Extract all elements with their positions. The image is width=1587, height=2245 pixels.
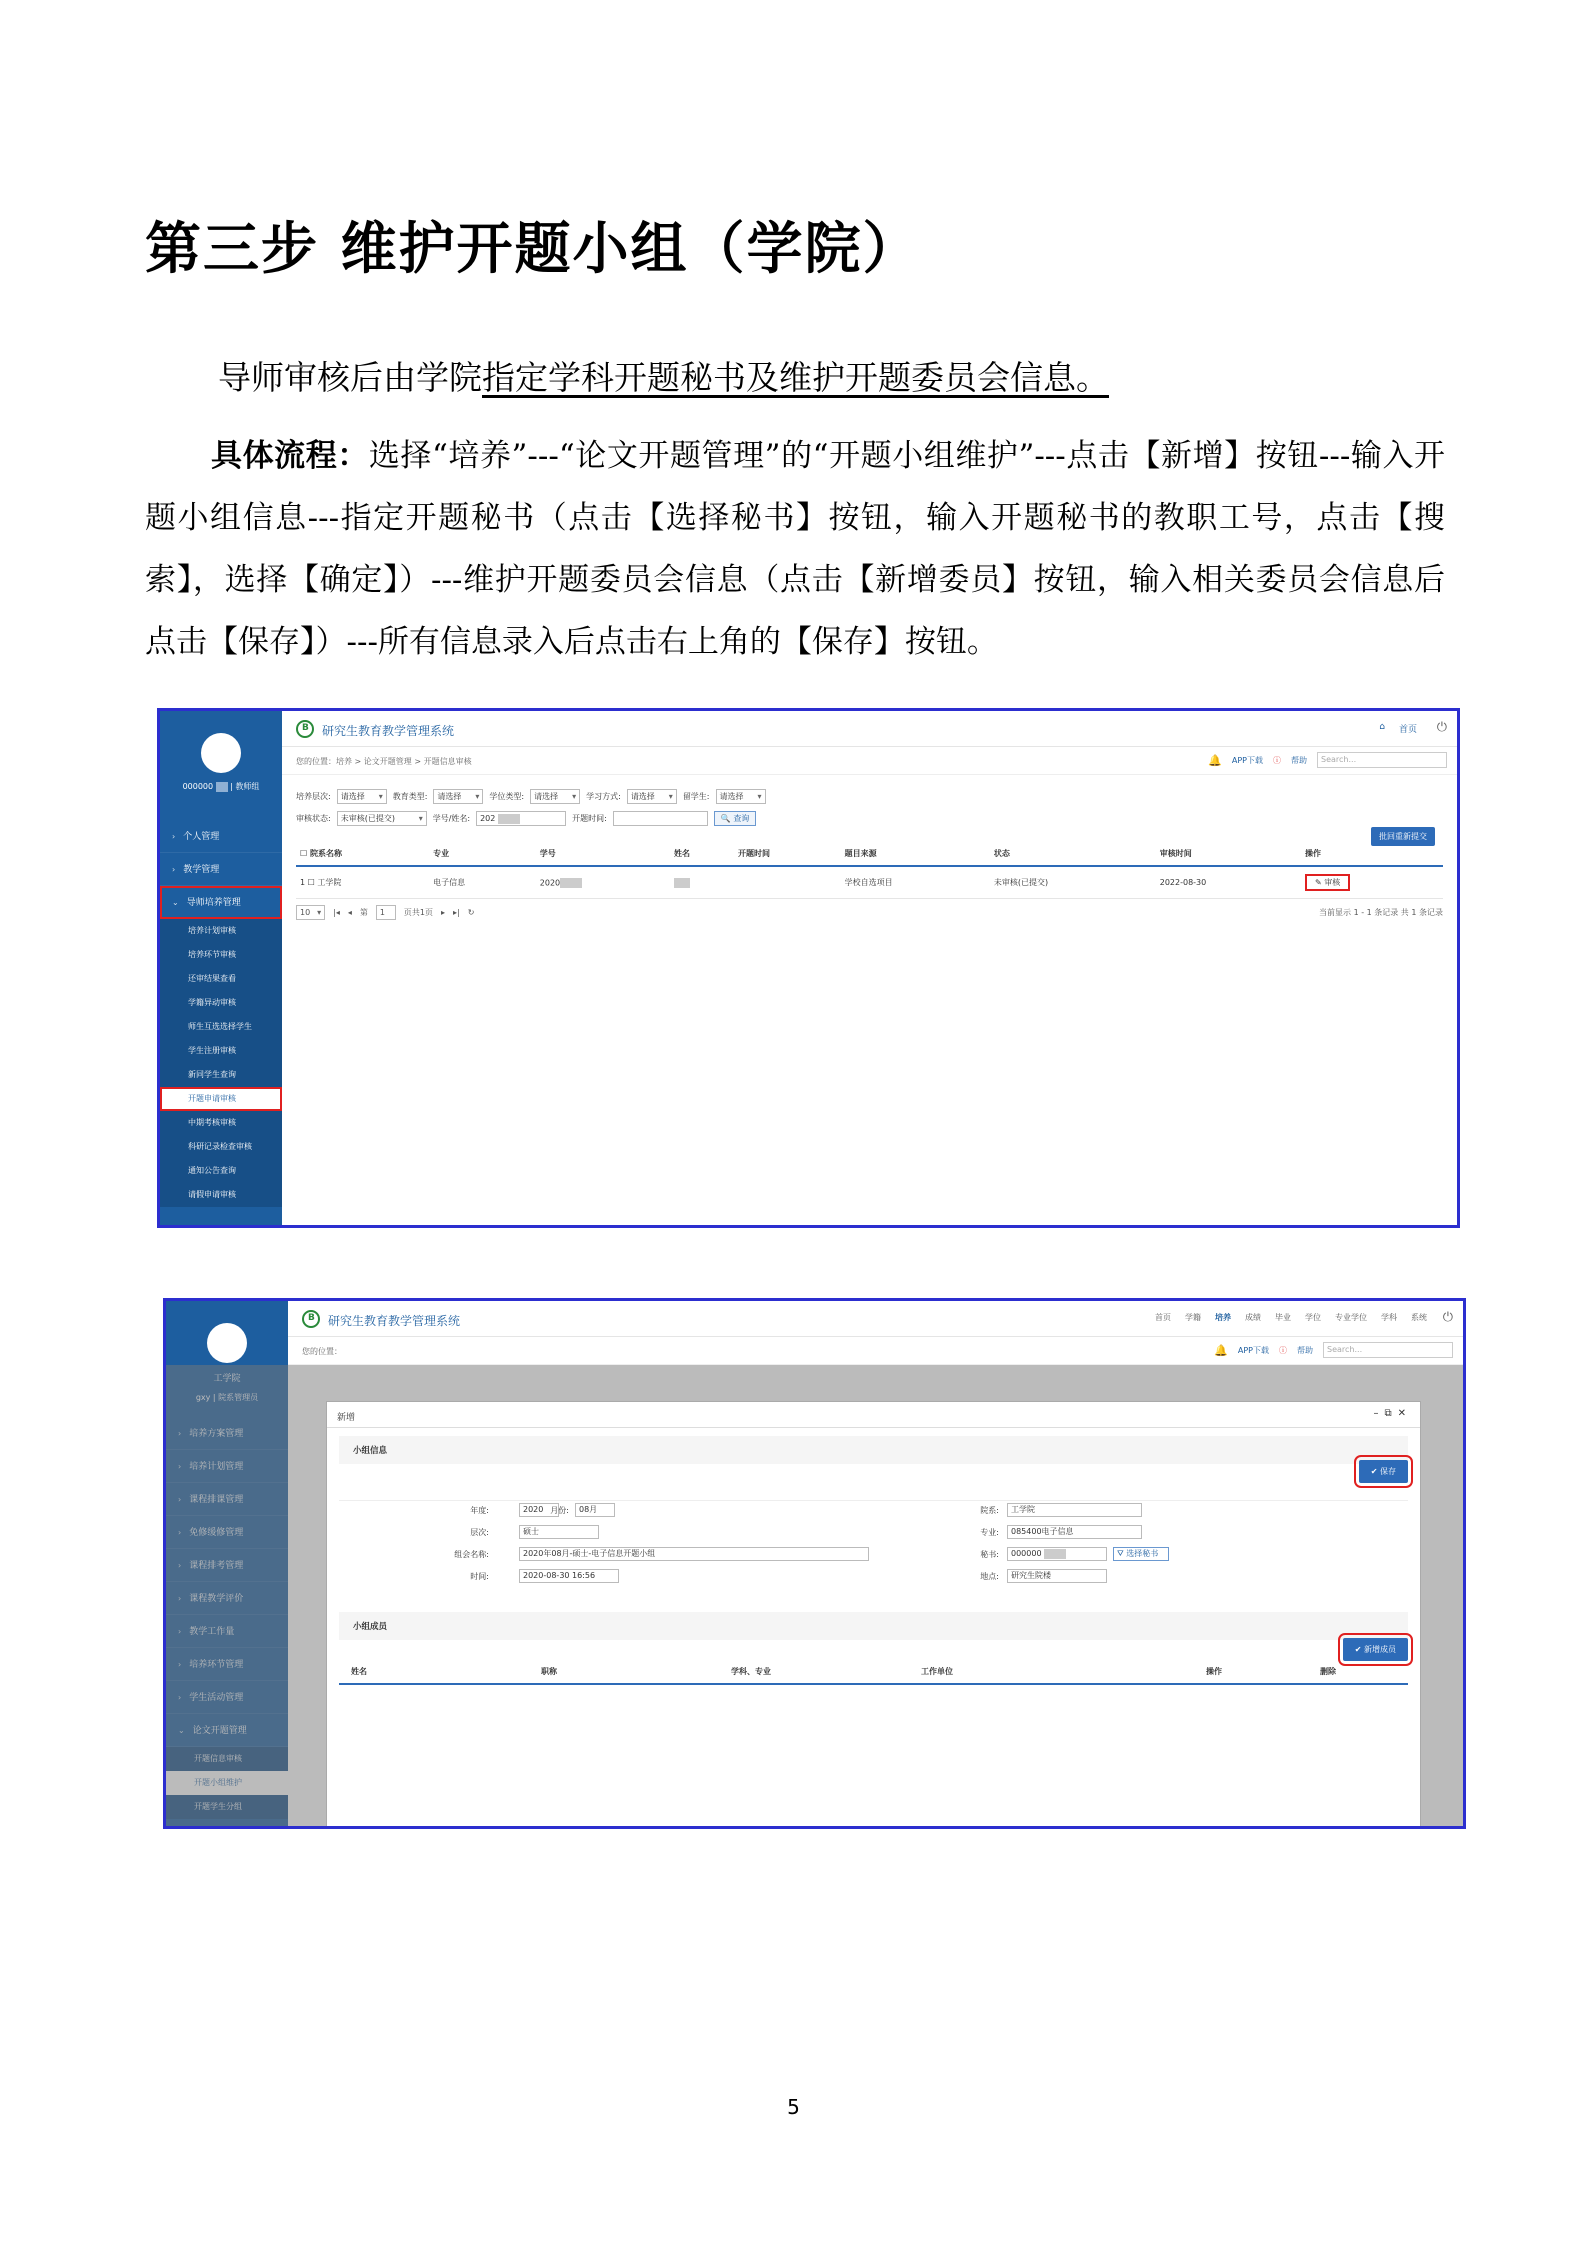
- batch-return-button[interactable]: 批回重新提交: [1371, 827, 1435, 846]
- prev-page-icon[interactable]: ◂: [347, 908, 352, 917]
- major-label: 专业:: [980, 1528, 999, 1537]
- time-label: 开题时间:: [572, 814, 607, 823]
- search-icon: 🔍: [720, 814, 731, 823]
- filter-select[interactable]: 请选择 ▾: [530, 789, 580, 804]
- screenshot-review-list: [157, 708, 1460, 1228]
- sidebar-item-advisor-training[interactable]: [160, 886, 282, 919]
- col-name: 姓名: [670, 842, 734, 866]
- secretary-value: 000000: [1011, 1549, 1042, 1558]
- review-label: 审核: [1324, 878, 1341, 887]
- row-sid: 2020: [539, 878, 561, 887]
- breadcrumb: 您的位置：培养 > 论文开题管理 > 开题信息审核: [296, 757, 472, 766]
- filter-label: 留学生:: [682, 792, 710, 801]
- members-section-label: 小组成员: [339, 1612, 1408, 1640]
- avatar: [207, 1323, 247, 1363]
- pager-summary: 当前显示 1 - 1 条记录 共 1 条记录: [1319, 908, 1443, 917]
- topnav-item[interactable]: 学位: [1305, 1313, 1321, 1322]
- filter-label: 学习方式:: [586, 792, 621, 801]
- group-section-label: 小组信息: [339, 1436, 1408, 1464]
- chevron-right-icon: ›: [172, 865, 176, 874]
- filter-label: 学位类型:: [489, 792, 525, 801]
- col-discipline: 学科、专业: [731, 1667, 771, 1676]
- search-input[interactable]: Search...: [1323, 1342, 1453, 1358]
- check-icon: ✔: [1354, 1645, 1362, 1654]
- app-download-link[interactable]: APP下载: [1231, 755, 1263, 765]
- filter-select[interactable]: 请选择 ▾: [716, 789, 766, 804]
- submenu-item[interactable]: 科研记录检查审核: [188, 1142, 252, 1151]
- filter-select[interactable]: 请选择 ▾: [433, 789, 483, 804]
- filter-select[interactable]: 请选择 ▾: [337, 789, 387, 804]
- time-label: 时间:: [470, 1572, 489, 1581]
- members-header: [339, 1660, 1408, 1685]
- sidebar-item-teaching[interactable]: [160, 853, 282, 886]
- cell-major: 电子信息: [429, 866, 536, 899]
- secretary-input[interactable]: [1007, 1547, 1107, 1561]
- cell-source: 学校自选项目: [841, 866, 990, 899]
- edit-icon: ✎: [1314, 878, 1322, 887]
- select-secretary-button[interactable]: [1113, 1547, 1169, 1561]
- page-prefix: 第: [359, 908, 368, 917]
- group-name-input[interactable]: 2020年08月-硕士-电子信息开题小组: [519, 1547, 869, 1561]
- col-action: 操作: [1301, 842, 1443, 866]
- submenu-item[interactable]: 请假申请审核: [188, 1190, 236, 1199]
- id-input[interactable]: [476, 811, 566, 826]
- check-icon: ✔: [1370, 1467, 1378, 1476]
- cell-name: [670, 866, 734, 899]
- month-select[interactable]: 08月: [575, 1503, 615, 1517]
- col-status: 状态: [990, 842, 1156, 866]
- pager: [296, 905, 1443, 920]
- year-input[interactable]: 2020: [519, 1503, 559, 1517]
- submenu-item-proposal-review[interactable]: 开题申请审核: [160, 1087, 282, 1111]
- intro-underlined: 指定学科开题秘书及维护开题委员会信息。: [482, 358, 1109, 397]
- topnav-item[interactable]: 学科: [1381, 1313, 1397, 1322]
- modal-title: 新增: [337, 1413, 356, 1423]
- blurred-value: [498, 814, 520, 824]
- filter-panel: [282, 775, 1457, 826]
- filter-row-1: [296, 789, 1443, 804]
- cell-time: [734, 866, 841, 899]
- cell-sid: [536, 866, 670, 899]
- results-table: [296, 842, 1443, 899]
- user-info: 000000 | 教师组: [182, 782, 260, 791]
- avatar: [201, 733, 241, 773]
- submenu-item[interactable]: 培养计划审核: [188, 926, 236, 935]
- members-table: [339, 1660, 1408, 1685]
- add-member-label: 新增成员: [1364, 1645, 1396, 1654]
- save-button[interactable]: [1359, 1460, 1408, 1483]
- system-name: 研究生教育教学管理系统: [328, 1314, 461, 1328]
- chevron-right-icon: ›: [172, 832, 176, 841]
- col-title: 职称: [541, 1667, 557, 1676]
- page-size-select[interactable]: 10 ▾: [296, 905, 325, 920]
- topbar: [282, 711, 1457, 747]
- submenu-item[interactable]: 培养环节审核: [188, 950, 236, 959]
- page-suffix: 页共1页: [403, 908, 434, 917]
- search-input[interactable]: Search...: [1317, 752, 1447, 768]
- help-icon: ⓘ: [1279, 1345, 1287, 1355]
- sidebar: [160, 711, 282, 1225]
- table-header: [296, 842, 1443, 866]
- main-panel: [282, 711, 1457, 1225]
- screenshot-add-group: [163, 1298, 1466, 1829]
- col-delete: 删除: [1320, 1667, 1336, 1676]
- modal-header: [327, 1402, 1420, 1428]
- topnav-item[interactable]: 成绩: [1245, 1313, 1261, 1322]
- submenu-item[interactable]: 学生注册审核: [188, 1046, 236, 1055]
- col-date: 审核时间: [1156, 842, 1301, 866]
- filter-icon: ⛛: [1117, 1549, 1124, 1558]
- breadcrumb-row: [288, 1337, 1463, 1365]
- col-source: 题目来源: [841, 842, 990, 866]
- topnav-item-active[interactable]: 培养: [1215, 1313, 1231, 1322]
- sidebar-submenu: [160, 919, 282, 1207]
- power-icon[interactable]: ⏻: [1436, 720, 1447, 735]
- toolbar-right: [1208, 752, 1447, 768]
- step-heading: 第三步 维护开题小组（学院）: [145, 216, 921, 282]
- col-employer: 工作单位: [921, 1667, 953, 1676]
- dept-label: 院系:: [980, 1506, 999, 1515]
- home-link[interactable]: [1379, 722, 1417, 735]
- col-sid: 学号: [536, 842, 670, 866]
- submenu-item[interactable]: 学籍异动审核: [188, 998, 236, 1007]
- place-label: 地点:: [980, 1572, 999, 1581]
- process-paragraph: [145, 425, 1445, 673]
- maximize-icon[interactable]: ⧉: [1384, 1408, 1398, 1419]
- id-label: 学号/姓名:: [432, 814, 471, 823]
- breadcrumb-row: [282, 747, 1457, 775]
- cell-status: 未审核(已提交): [990, 866, 1156, 899]
- save-label: 保存: [1380, 1467, 1396, 1476]
- topnav-item[interactable]: 学籍: [1185, 1313, 1201, 1322]
- process-text: 选择“培养”---“论文开题管理”的“开题小组维护”---点击【新增】按钮---输入开题小组信息---指定开题秘书（点击【选择秘书】按钮，输入开题秘书的教职工号，点击【搜索】，选择【确定】）---维护开题委员会信息（点击【新增委员】按钮，输入相关委员会信息后点击【保存】）---所有信息录入后点击右上角的【保存】按钮。: [145, 438, 1446, 660]
- group-form: [339, 1500, 1408, 1596]
- minimize-icon[interactable]: –: [1373, 1408, 1385, 1419]
- row-index: 1: [300, 878, 306, 887]
- sidebar-item-label: 教学管理: [183, 865, 220, 875]
- time-input[interactable]: [613, 811, 708, 826]
- select-secretary-label: 选择秘书: [1126, 1549, 1159, 1558]
- last-page-icon[interactable]: ▸|: [453, 908, 460, 917]
- logo-icon: B: [296, 720, 314, 738]
- bell-icon[interactable]: 🔔: [1214, 1343, 1228, 1357]
- process-label: 具体流程：: [211, 438, 369, 474]
- blurred-value: [560, 878, 582, 888]
- user-role: 教师组: [235, 782, 260, 791]
- breadcrumb: 您的位置：: [302, 1347, 342, 1356]
- level-label: 层次:: [470, 1528, 489, 1537]
- time-input[interactable]: 2020-08-30 16:56: [519, 1569, 619, 1583]
- place-input[interactable]: 研究生院楼: [1007, 1569, 1107, 1583]
- topbar: [288, 1301, 1463, 1337]
- blurred-value: [1044, 1549, 1066, 1559]
- id-value: 202: [480, 814, 496, 823]
- toolbar-right: [1214, 1342, 1453, 1358]
- filter-row-2: [296, 811, 1443, 826]
- cell-action: [1301, 866, 1443, 899]
- top-nav: [1155, 1312, 1427, 1323]
- table-row: [296, 866, 1443, 899]
- filter-label: 教育类型:: [392, 792, 428, 801]
- topnav-item[interactable]: 专业学位: [1335, 1313, 1367, 1322]
- cell-date: 2022-08-30: [1156, 866, 1301, 899]
- bell-icon[interactable]: 🔔: [1208, 753, 1222, 767]
- intro-prefix: 导师审核后由学院: [218, 358, 482, 397]
- app-download-link[interactable]: APP下载: [1237, 1345, 1269, 1355]
- col-dept: ☐ 院系名称: [296, 842, 429, 866]
- topnav-item[interactable]: 毕业: [1275, 1313, 1291, 1322]
- sidebar-item-label: 个人管理: [183, 832, 220, 842]
- user-id: 000000: [182, 782, 214, 791]
- power-icon[interactable]: ⏻: [1442, 1310, 1453, 1325]
- close-icon[interactable]: ✕: [1397, 1408, 1412, 1419]
- submenu-item[interactable]: 中期考核审核: [188, 1118, 236, 1127]
- submenu-item[interactable]: 还审结果查看: [188, 974, 236, 983]
- level-select[interactable]: 硕士: [519, 1525, 599, 1539]
- col-name: 姓名: [351, 1667, 367, 1676]
- first-page-icon[interactable]: |◂: [333, 908, 340, 917]
- refresh-icon[interactable]: ↻: [467, 908, 475, 917]
- next-page-icon[interactable]: ▸: [441, 908, 446, 917]
- query-label: 查询: [733, 814, 750, 823]
- col-action: 操作: [1206, 1667, 1222, 1676]
- secretary-label: 秘书:: [980, 1550, 999, 1559]
- help-link[interactable]: 帮助: [1291, 755, 1307, 765]
- col-label: 院系名称: [309, 849, 342, 858]
- filter-select[interactable]: 请选择 ▾: [627, 789, 677, 804]
- add-modal: [326, 1401, 1421, 1829]
- col-major: 专业: [429, 842, 536, 866]
- sidebar-item-personal[interactable]: [160, 820, 282, 853]
- window-controls: [1373, 1408, 1412, 1419]
- status-select[interactable]: 未审核(已提交) ▾: [337, 811, 427, 826]
- filter-label: 培养层次:: [296, 792, 331, 801]
- help-icon: ⓘ: [1273, 755, 1281, 765]
- month-label: 月份:: [550, 1506, 569, 1515]
- logo-icon: B: [302, 1310, 320, 1328]
- topnav-item[interactable]: 首页: [1155, 1313, 1171, 1322]
- topnav-item[interactable]: 系统: [1411, 1313, 1427, 1322]
- cell-dept: 1 ☐ 工学院: [296, 866, 429, 899]
- submenu-item[interactable]: 通知公告查询: [188, 1166, 236, 1175]
- page-number: 5: [787, 2095, 800, 2119]
- page-input[interactable]: 1: [376, 905, 396, 920]
- review-button[interactable]: [1305, 874, 1350, 891]
- major-select[interactable]: 085400电子信息: [1007, 1525, 1142, 1539]
- col-time: 开题时间: [734, 842, 841, 866]
- blurred-value: [674, 878, 690, 888]
- row-dept: 工学院: [317, 878, 342, 887]
- submenu-item[interactable]: 师生互选选择学生: [188, 1022, 252, 1031]
- name-label: 组会名称:: [454, 1550, 489, 1559]
- intro-line: [218, 352, 1109, 399]
- status-label: 审核状态:: [296, 814, 331, 823]
- year-label: 年度:: [470, 1506, 489, 1515]
- query-button[interactable]: [714, 811, 757, 826]
- dept-select[interactable]: 工学院: [1007, 1503, 1142, 1517]
- chevron-down-icon: ⌄: [172, 898, 179, 907]
- help-link[interactable]: 帮助: [1297, 1345, 1313, 1355]
- sidebar-item-label: 导师培养管理: [186, 898, 241, 908]
- system-name: 研究生教育教学管理系统: [322, 724, 455, 738]
- home-label: 首页: [1398, 725, 1417, 735]
- home-icon: ⌂: [1379, 722, 1385, 732]
- blurred-name: [216, 782, 228, 792]
- add-member-button[interactable]: [1343, 1638, 1408, 1661]
- submenu-item[interactable]: 新同学生查询: [188, 1070, 236, 1079]
